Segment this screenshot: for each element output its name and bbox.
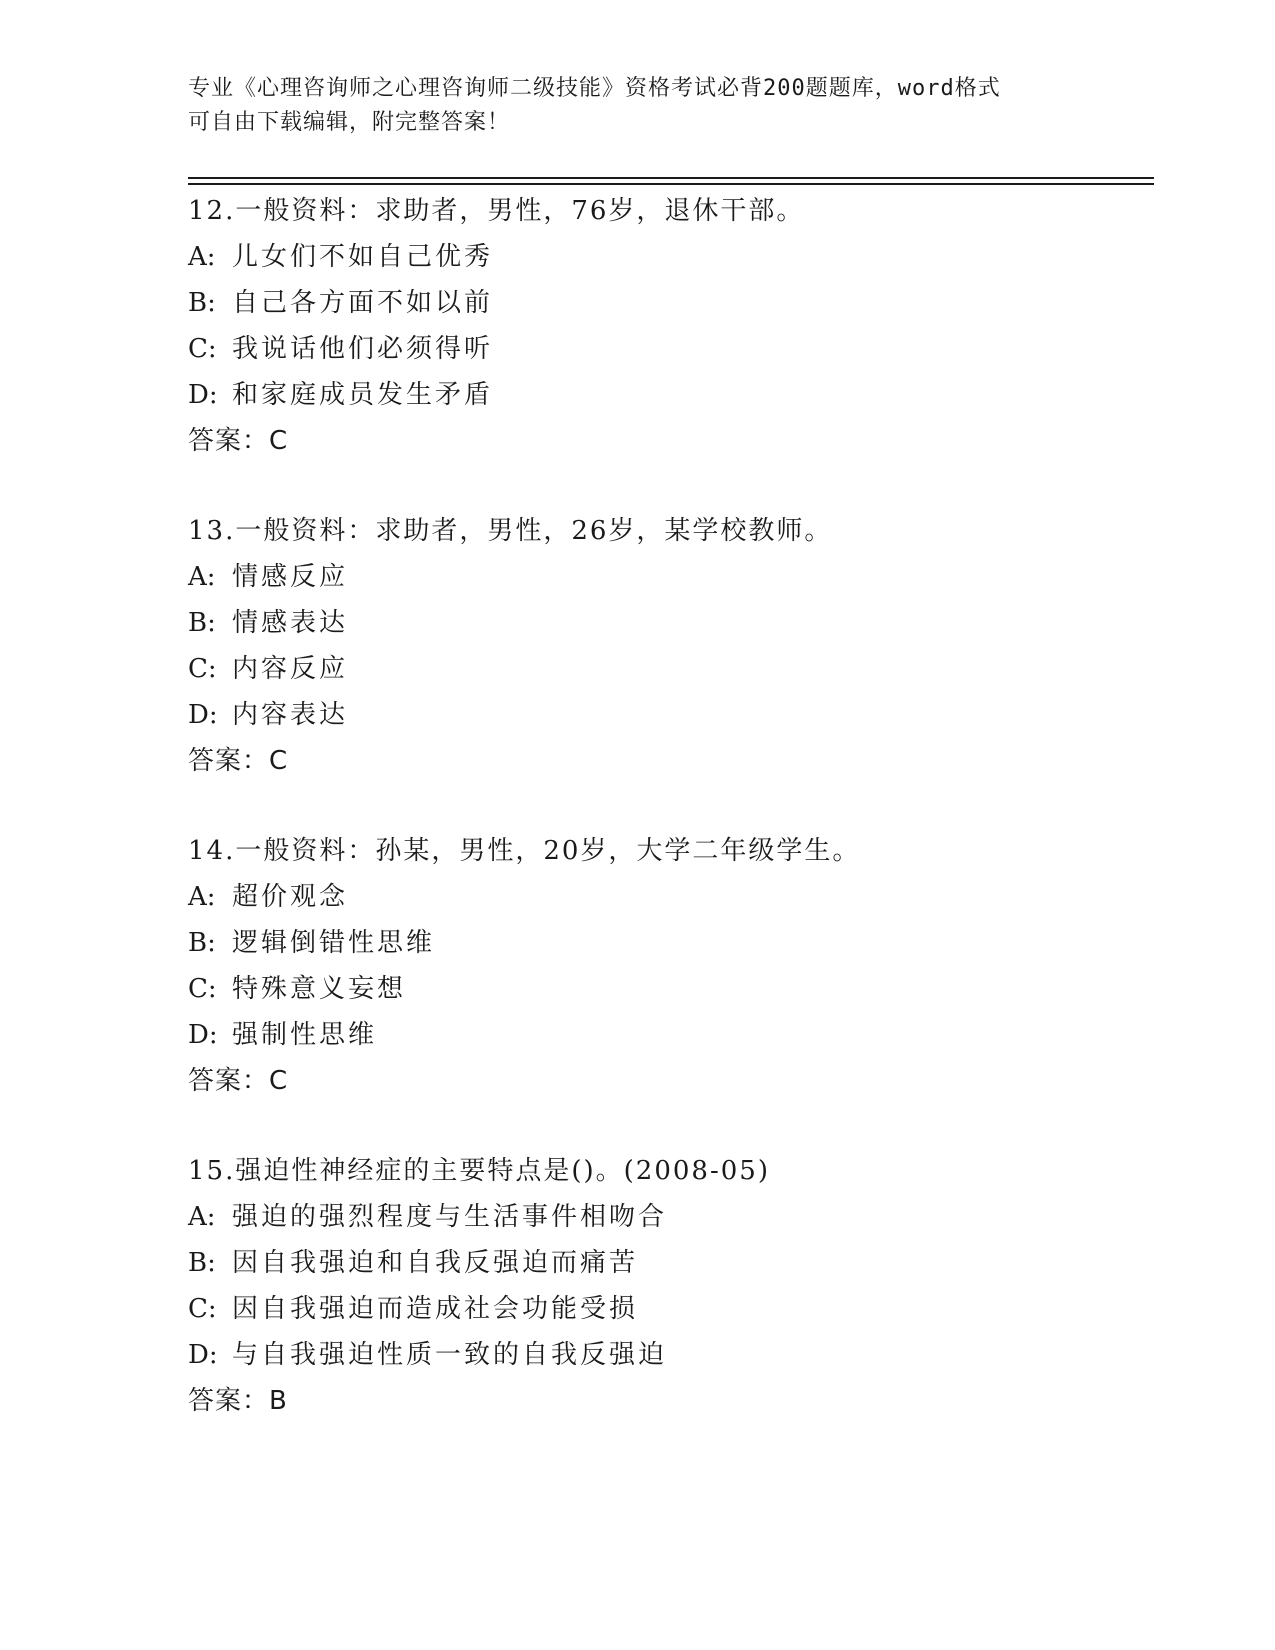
answer-line: 答案：C bbox=[188, 1066, 289, 1096]
option-text: 内容表达 bbox=[232, 700, 349, 730]
option-text: 强迫的强烈程度与生活事件相吻合 bbox=[232, 1202, 668, 1232]
option-d bbox=[188, 1332, 1154, 1378]
header-divider-top bbox=[188, 177, 1154, 179]
question-stem: 14.一般资料：孙某，男性，20岁，大学二年级学生。 bbox=[188, 836, 861, 866]
option-key: A: bbox=[188, 562, 216, 592]
question-14 bbox=[188, 828, 1154, 1104]
option-key: C: bbox=[188, 974, 217, 1004]
question-15 bbox=[188, 1148, 1154, 1424]
option-text: 与自我强迫性质一致的自我反强迫 bbox=[232, 1340, 668, 1370]
option-b bbox=[188, 280, 1154, 326]
answer-line: 答案：B bbox=[188, 1386, 288, 1416]
option-text: 内容反应 bbox=[232, 654, 349, 684]
option-key: D: bbox=[188, 1020, 218, 1050]
option-a bbox=[188, 554, 1154, 600]
option-key: B: bbox=[188, 1248, 216, 1278]
option-a bbox=[188, 1194, 1154, 1240]
option-c bbox=[188, 966, 1154, 1012]
header-divider-bottom bbox=[188, 183, 1154, 185]
option-a bbox=[188, 234, 1154, 280]
question-stem: 13.一般资料：求助者，男性，26岁，某学校教师。 bbox=[188, 516, 833, 546]
option-text: 逻辑倒错性思维 bbox=[232, 928, 436, 958]
option-key: D: bbox=[188, 1340, 218, 1370]
option-key: C: bbox=[188, 334, 217, 364]
option-text: 强制性思维 bbox=[232, 1020, 378, 1050]
option-c bbox=[188, 646, 1154, 692]
option-key: B: bbox=[188, 608, 216, 638]
header-line-2: 可自由下载编辑，附完整答案！ bbox=[188, 110, 511, 135]
option-key: D: bbox=[188, 380, 218, 410]
option-text: 情感反应 bbox=[232, 562, 349, 592]
option-b bbox=[188, 1240, 1154, 1286]
option-key: B: bbox=[188, 928, 216, 958]
question-stem: 15.强迫性神经症的主要特点是()。(2008-05) bbox=[188, 1156, 770, 1186]
option-a bbox=[188, 874, 1154, 920]
option-text: 因自我强迫和自我反强迫而痛苦 bbox=[232, 1248, 639, 1278]
option-d bbox=[188, 692, 1154, 738]
question-12 bbox=[188, 188, 1154, 464]
option-key: D: bbox=[188, 700, 218, 730]
option-c bbox=[188, 326, 1154, 372]
option-key: A: bbox=[188, 242, 216, 272]
option-text: 特殊意义妄想 bbox=[232, 974, 407, 1004]
option-c bbox=[188, 1286, 1154, 1332]
option-text: 情感表达 bbox=[232, 608, 349, 638]
option-d bbox=[188, 1012, 1154, 1058]
option-key: C: bbox=[188, 654, 217, 684]
option-text: 儿女们不如自己优秀 bbox=[232, 242, 494, 272]
option-text: 超价观念 bbox=[232, 882, 349, 912]
option-text: 自己各方面不如以前 bbox=[232, 288, 494, 318]
answer-line: 答案：C bbox=[188, 746, 289, 776]
option-text: 我说话他们必须得听 bbox=[232, 334, 494, 364]
header-line-1: 专业《心理咨询师之心理咨询师二级技能》资格考试必背200题题库，word格式 bbox=[188, 76, 1001, 101]
option-key: C: bbox=[188, 1294, 217, 1324]
question-stem: 12.一般资料：求助者，男性，76岁，退休干部。 bbox=[188, 196, 805, 226]
option-text: 因自我强迫而造成社会功能受损 bbox=[232, 1294, 639, 1324]
option-text: 和家庭成员发生矛盾 bbox=[232, 380, 494, 410]
option-key: A: bbox=[188, 1202, 216, 1232]
option-d bbox=[188, 372, 1154, 418]
document-header bbox=[188, 72, 1088, 140]
option-b bbox=[188, 920, 1154, 966]
answer-line: 答案：C bbox=[188, 426, 289, 456]
option-key: B: bbox=[188, 288, 216, 318]
option-key: A: bbox=[188, 882, 216, 912]
question-13 bbox=[188, 508, 1154, 784]
option-b bbox=[188, 600, 1154, 646]
